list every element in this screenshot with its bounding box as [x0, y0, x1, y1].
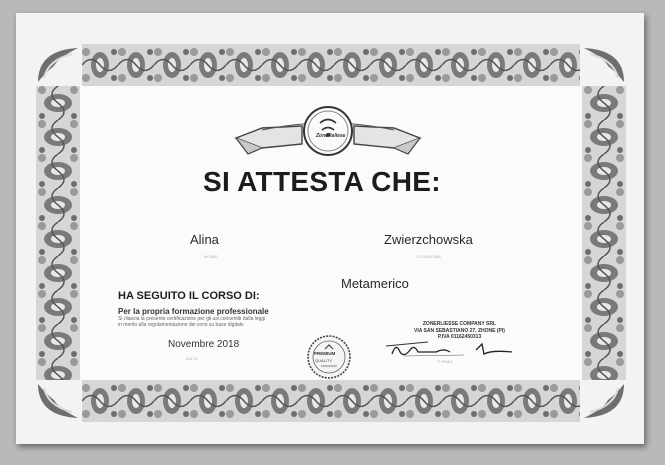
- seal-text-top: PREMIUM: [314, 351, 336, 356]
- logo-text: ZoneRaliese: [316, 133, 346, 139]
- course-note: [118, 316, 265, 328]
- course-heading: HA SEGUITO IL CORSO DI:: [118, 290, 260, 302]
- company-name: ZONERLIESSE COMPANY SRL: [422, 321, 497, 327]
- course-name-value: Metamerico: [341, 276, 409, 291]
- signature-caption: FIRMA: [438, 359, 453, 364]
- ornament-corner-top-right: [580, 44, 628, 86]
- issue-date: Novembre 2018: [168, 339, 240, 350]
- signature: [384, 338, 516, 360]
- first-name-caption: NOME: [204, 254, 218, 259]
- ornament-border-top: [82, 44, 580, 86]
- ornament-border-bottom: [82, 380, 580, 422]
- ornament-border-left: [36, 86, 80, 380]
- ornament-corner-bottom-left: [34, 380, 82, 422]
- course-purpose: Per la propria formazione professionale: [118, 307, 269, 316]
- last-name-caption: COGNOME: [417, 254, 442, 259]
- certificate-title: SI ATTESTA CHE:: [203, 166, 441, 197]
- premium-quality-seal: [306, 334, 352, 380]
- ornament-corner-bottom-right: [580, 380, 628, 422]
- course-note-line-2: in merito alla regolamentazione dei corsi su base digitale: [118, 322, 244, 328]
- course-note-line-1: Si rilascia la presente certificazione per gli usi consentiti dalla leggi: [118, 316, 266, 322]
- company-vat: P.IVA 01162450313: [437, 334, 482, 340]
- company-address: VIA SAN SEBASTIANO 27, ZHONE (PI): [414, 327, 505, 334]
- seal-text-bottom: QUALITY: [315, 358, 333, 363]
- ornament-corner-top-left: [34, 44, 82, 86]
- first-name-value: Alina: [190, 232, 219, 247]
- ribbon-banner: [232, 104, 424, 160]
- ornament-border-right: [582, 86, 626, 380]
- last-name-value: Zwierzchowska: [384, 232, 473, 247]
- date-caption: DATA: [186, 356, 199, 361]
